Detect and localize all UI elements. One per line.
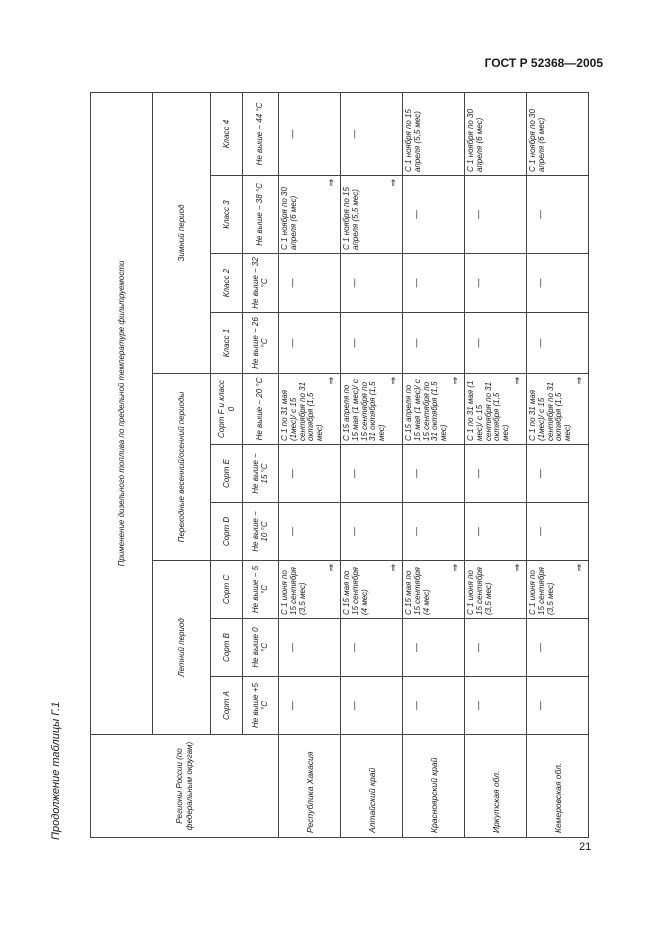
empty-cell: —: [341, 313, 403, 374]
empty-cell: —: [279, 619, 341, 677]
table-row: [465, 92, 527, 837]
period-cell: [527, 374, 589, 445]
grade-temperature: Не выше − 26 °С: [243, 313, 279, 374]
empty-cell: —: [465, 176, 527, 254]
grade-temperature: Не выше − 44 °С: [243, 92, 279, 175]
grade-temperature: Не выше − 20 °С: [243, 374, 279, 445]
arrow-icon: ⇒: [326, 179, 337, 187]
empty-cell: —: [403, 677, 465, 735]
arrow-icon: ⇒: [388, 564, 399, 572]
period-text: С 1 по 31 мая (1мес)/ с 15 сентября по 31 октября (1,5 мес): [528, 381, 573, 441]
region-name: Алтайский край: [341, 735, 403, 838]
grade-header: Класс 4: [211, 92, 243, 175]
empty-cell: —: [279, 254, 341, 313]
grade-header: Класс 2: [211, 254, 243, 313]
arrow-icon: ⇒: [326, 564, 337, 572]
fuel-table: [90, 92, 589, 838]
empty-cell: —: [465, 503, 527, 561]
period-cell: [403, 561, 465, 619]
page-number: 21: [579, 841, 592, 853]
empty-cell: —: [341, 92, 403, 175]
grade-header: Сорт C: [211, 561, 243, 619]
empty-cell: —: [279, 503, 341, 561]
period-text: С 1 июня по 15 сентября (3,5 мес): [280, 567, 307, 615]
table-row: [279, 92, 341, 837]
empty-cell: —: [527, 677, 589, 735]
table-row: [341, 92, 403, 837]
grade-header: Сорт F и класс 0: [211, 374, 243, 445]
period-text: С 1 ноября по 15 апреля (5,5 мес): [342, 187, 360, 250]
period-text: С 1 ноября по 15 апреля (5,5 мес): [404, 109, 422, 172]
period-cell: [527, 92, 589, 175]
region-name: Красноярский край: [403, 735, 465, 838]
grade-header: Сорт E: [211, 445, 243, 503]
arrow-icon: ⇒: [512, 564, 523, 572]
empty-cell: —: [341, 677, 403, 735]
period-text: С 1 июня по 15 сентября (3,5 мес): [466, 567, 493, 615]
empty-cell: —: [403, 619, 465, 677]
grade-header: Сорт A: [211, 677, 243, 735]
empty-cell: —: [341, 254, 403, 313]
period-cell: [403, 374, 465, 445]
table-caption: Продолжение таблицы Г.1: [50, 701, 62, 840]
period-cell: [465, 374, 527, 445]
arrow-icon: ⇒: [388, 179, 399, 187]
period-text: С 15 апреля по 15 мая (1 мес)/ с 15 сентября по 31 октября (1,5 мес): [342, 379, 387, 441]
summer-period-header: Летний период: [153, 561, 211, 735]
empty-cell: —: [279, 445, 341, 503]
empty-cell: —: [403, 254, 465, 313]
empty-cell: —: [341, 445, 403, 503]
grade-temperature: Не выше − 38 °С: [243, 176, 279, 254]
period-text: С 15 мая по 15 сентября (4 мес): [342, 567, 369, 615]
empty-cell: —: [403, 445, 465, 503]
period-cell: [527, 561, 589, 619]
arrow-icon: ⇒: [450, 377, 461, 385]
winter-period-header: Зимний период: [153, 92, 211, 373]
period-cell: [341, 561, 403, 619]
empty-cell: —: [403, 503, 465, 561]
period-text: С 15 апреля по 15 мая (1 мес)/ с 15 сентября по 31 октября (1,5 мес): [404, 379, 449, 441]
period-cell: [403, 92, 465, 175]
grade-temperature: Не выше − 15 °С: [243, 445, 279, 503]
grade-temperature: Не выше − 10 °С: [243, 503, 279, 561]
document-code: ГОСТ Р 52368—2005: [484, 56, 603, 70]
rotated-table-container: [90, 93, 588, 838]
empty-cell: —: [403, 313, 465, 374]
arrow-icon: ⇒: [574, 564, 585, 572]
arrow-icon: ⇒: [512, 377, 523, 385]
empty-cell: —: [527, 503, 589, 561]
period-text: С 15 мая по 15 сентября (4 мес): [404, 567, 431, 615]
grade-temperature: Не выше − 5 °С: [243, 561, 279, 619]
period-text: С 1 июня по 15 сентября (3,5 мес): [528, 567, 555, 615]
period-cell: [279, 374, 341, 445]
table-row: [403, 92, 465, 837]
transitional-period-header: Переходные весенний/осенний периоды: [153, 374, 211, 561]
period-text: С 1 ноября по 30 апреля (6 мес): [528, 109, 546, 172]
empty-cell: —: [465, 619, 527, 677]
period-cell: [465, 92, 527, 175]
empty-cell: —: [527, 313, 589, 374]
region-header: Регионы России (по федеральным округам): [91, 735, 279, 838]
empty-cell: —: [465, 313, 527, 374]
region-name: Кемеровская обл.: [527, 735, 589, 838]
empty-cell: —: [279, 313, 341, 374]
period-text: С 1 по 31 мая (1 мес)/ с 15 сентября по 31 октября (1,5 мес): [466, 380, 511, 441]
table-row: [527, 92, 589, 837]
period-cell: [279, 561, 341, 619]
grade-header: Сорт B: [211, 619, 243, 677]
arrow-icon: ⇒: [574, 377, 585, 385]
empty-cell: —: [527, 254, 589, 313]
empty-cell: —: [341, 619, 403, 677]
period-cell: [279, 176, 341, 254]
period-cell: [341, 176, 403, 254]
grade-temperature: Не выше − 32 °С: [243, 254, 279, 313]
empty-cell: —: [279, 677, 341, 735]
grade-header: Сорт D: [211, 503, 243, 561]
arrow-icon: ⇒: [450, 564, 461, 572]
arrow-icon: ⇒: [388, 377, 399, 385]
empty-cell: —: [465, 677, 527, 735]
period-cell: [465, 561, 527, 619]
period-text: С 1 ноября по 30 апреля (6 мес): [280, 187, 298, 250]
empty-cell: —: [527, 619, 589, 677]
grade-header: Класс 3: [211, 176, 243, 254]
period-text: С 1 по 31 мая (1мес)/ с 15 сентября по 31 октября (1,5 мес): [280, 381, 325, 441]
region-name: Республика Хакасия: [279, 735, 341, 838]
grade-temperature: Не выше +5 °С: [243, 677, 279, 735]
empty-cell: —: [403, 176, 465, 254]
empty-cell: —: [279, 92, 341, 175]
period-text: С 1 ноября по 30 апреля (6 мес): [466, 109, 484, 172]
main-header: Применение дизельного топлива по предельной температуре фильтруемости: [91, 92, 153, 734]
empty-cell: —: [341, 503, 403, 561]
period-cell: [341, 374, 403, 445]
region-name: Иркутская обл.: [465, 735, 527, 838]
arrow-icon: ⇒: [326, 377, 337, 385]
grade-temperature: Не выше 0 °С: [243, 619, 279, 677]
empty-cell: —: [465, 254, 527, 313]
empty-cell: —: [465, 445, 527, 503]
grade-header: Класс 1: [211, 313, 243, 374]
empty-cell: —: [527, 445, 589, 503]
empty-cell: —: [527, 176, 589, 254]
